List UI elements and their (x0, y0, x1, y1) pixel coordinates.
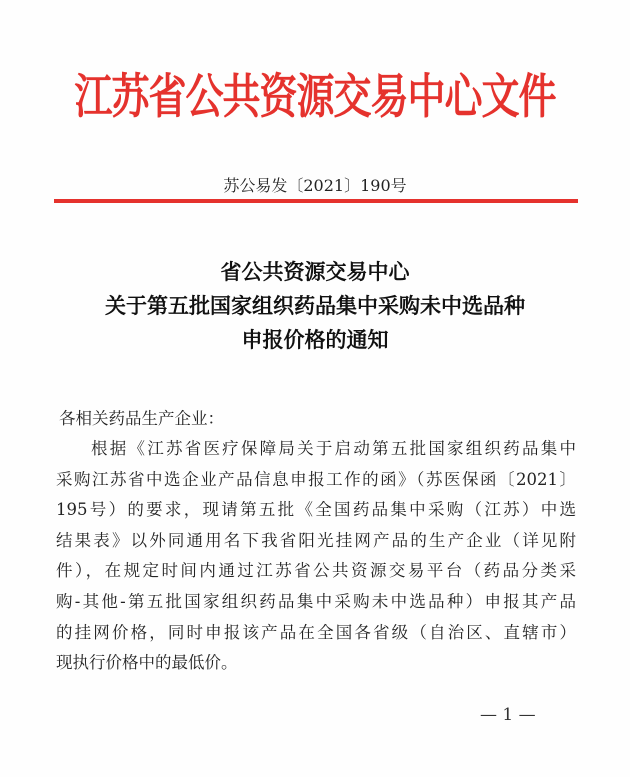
page-number: — 1 — (480, 705, 536, 725)
body-paragraph (56, 434, 576, 679)
salutation: 各相关药品生产企业： (59, 409, 224, 428)
title-line-3: 申报价格的通知 (241, 328, 389, 352)
body-line: 现执行价格中的最低价。 (56, 653, 238, 673)
title-line-2: 关于第五批国家组织药品集中采购未中选品种 (105, 294, 525, 318)
title-line-1: 省公共资源交易中心 (220, 260, 410, 284)
body-line: 195号）的要求，现请第五批《全国药品集中采购（江苏）中选 (56, 500, 576, 520)
body-line: 结果表》以外同通用名下我省阳光挂网产品的生产企业（详见附 (56, 530, 576, 550)
red-divider (54, 199, 578, 203)
issuer-title: 江苏省公共资源交易中心文件 (74, 69, 556, 125)
body-line: 采购江苏省中选企业产品信息申报工作的函》（苏医保函〔2021〕 (56, 469, 576, 489)
notice-title (0, 255, 630, 357)
body-line: 购-其他-第五批国家组织药品集中采购未中选品种）申报其产品 (56, 591, 576, 611)
body-line: 的挂网价格，同时申报该产品在全国各省级（自治区、直辖市） (56, 622, 576, 642)
document-number: 苏公易发〔2021〕190号 (223, 176, 407, 195)
body-line: 件），在规定时间内通过江苏省公共资源交易平台（药品分类采 (56, 561, 576, 581)
body-line: 根据《江苏省医疗保障局关于启动第五批国家组织药品集中 (91, 439, 576, 458)
